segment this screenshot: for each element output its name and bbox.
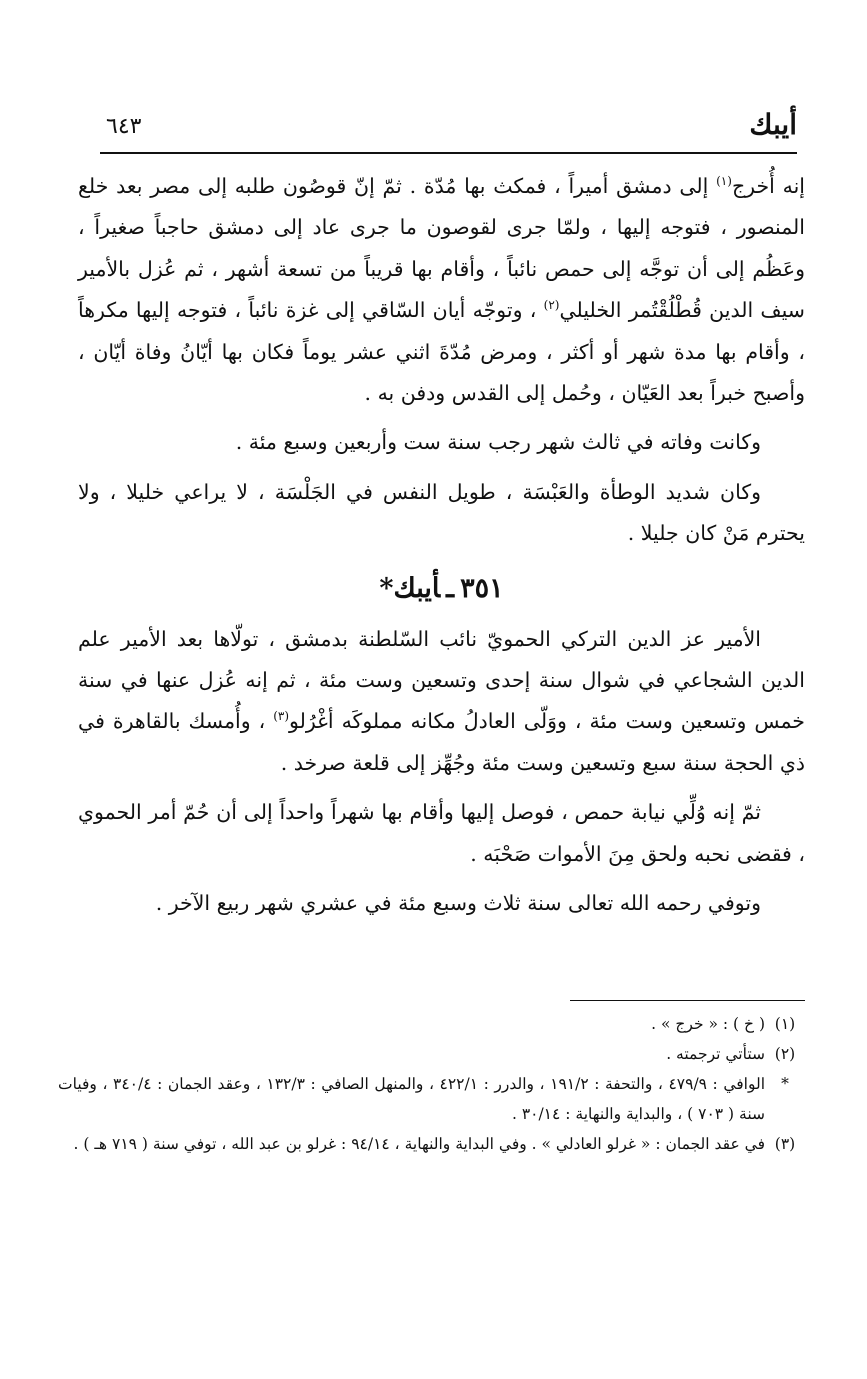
footnote-ref-2: (٢) <box>543 298 560 313</box>
paragraph-4-part-b: ، وأُمسك بالقاهرة في ذي الحجة سنة سبع وتسعين وست مئة وجُهِّز إلى قلعة صرخد . <box>78 709 805 775</box>
footnote-mark: (١) <box>774 1015 796 1033</box>
paragraph-3: وكان شديد الوطأة والعَبْسَة ، طويل النفس في الجَلْسَة ، لا يراعي خليلا ، ولا يحترم مَنْ كان جليلا . <box>78 479 805 546</box>
entry-heading <box>78 569 805 609</box>
main-text <box>78 166 805 925</box>
paragraph-5: ثمّ إنه وُلِّي نيابة حمص ، فوصل إليها وأقام بها شهراً واحداً إلى أن حُمّ أمر الحموي ، فقضى نحبه ولحق مِنَ الأموات صَحْبَه . <box>78 800 805 866</box>
paragraph-2: وكانت وفاته في ثالث شهر رجب سنة ست وأربعين وسبع مئة . <box>235 430 761 455</box>
paragraph-4 <box>78 619 805 785</box>
footnote-3 <box>58 1129 805 1159</box>
paragraph-1-part-c: ، وتوجّه أيان السّاقي إلى غزة نائباً ، فتوجه إليها مكرهاً ، وأقام بها مدة شهر أو أكثر ، ومرض مُدّةَ اثني عشر يوماً فكان بها أيّانُ وفاة أيّان ، وأصبح خبراً بعد العَيّان ، وحُمل إلى القدس ودفن به . <box>78 298 805 406</box>
footnote-ref-1: (١) <box>716 174 732 189</box>
paragraph-6: وتوفي رحمه الله تعالى سنة ثلاث وسبع مئة في عشري شهر ربيع الآخر . <box>155 891 761 916</box>
paragraph-1-part-b: إلى دمشق أميراً ، فمكث بها مُدّة . ثمّ إنّ قوصُون طلبه إلى مصر بعد خلع المنصور ، فتوجه إليها ، ولمّا جرى لقوصون ما جرى عاد إلى دمشق حاجباً صغيراً ، وعَظُم إلى أن توجَّه إلى حمص نائباً ، وأقام بها قريباً من تسعة أشهر ، ثم عُزل بالأمير سيف الدين قُطْلُقْتُمر الخليلي <box>78 174 805 323</box>
footnote-2 <box>58 1039 805 1069</box>
footnote-divider <box>570 1000 805 1001</box>
footnote-text: في عقد الجمان : « غرلو العادلي » . وفي البداية والنهاية ، ٩٤/١٤ : غرلو بن عبد الله ، توفي سنة ( ٧١٩ هـ ) . <box>73 1135 765 1153</box>
entry-name: أيبك* <box>379 572 441 604</box>
footnote-mark: (٢) <box>774 1045 796 1063</box>
footnote-ref-3: (٣) <box>273 709 290 724</box>
footnote-1 <box>58 1009 805 1039</box>
entry-separator: ـ <box>446 572 455 604</box>
footnote-mark: (٣) <box>774 1135 796 1153</box>
footnote-sources <box>58 1069 805 1129</box>
footnote-text: ( خ ) : « خرج » . <box>651 1015 765 1033</box>
running-title: أيبك <box>749 108 797 141</box>
footnote-text: الوافي : ٤٧٩/٩ ، والتحفة : ١٩١/٢ ، والدرر : ٤٢٢/١ ، والمنهل الصافي : ١٣٢/٣ ، وعقد الجمان : ٣٤٠/٤ ، وفيات سنة ( ٧٠٣ ) ، والبداية والنهاية : ٣٠/١٤ . <box>58 1075 766 1123</box>
page-number: ٦٤٣ <box>106 114 142 139</box>
entry-number: ٣٥١ <box>460 572 504 604</box>
footnotes <box>58 1000 805 1159</box>
footnote-mark: * <box>781 1075 789 1093</box>
paragraph-4-part-a: الأمير عز الدين التركي الحمويّ نائب السّلطنة بدمشق ، تولّاها بعد الأمير علم الدين الشجاعي في شوال سنة إحدى وتسعين وست مئة ، ثم إنه عُزل عنها في سنة خمس وتسعين وست مئة ، ووَلّى العادلُ مكانه مملوكَه أغْرُلو <box>78 626 805 734</box>
footnote-text: ستأتي ترجمته . <box>666 1045 765 1063</box>
paragraph-1-part-a: إنه أُخرج <box>731 174 805 198</box>
page-header <box>100 104 797 154</box>
paragraph-1 <box>78 166 805 414</box>
